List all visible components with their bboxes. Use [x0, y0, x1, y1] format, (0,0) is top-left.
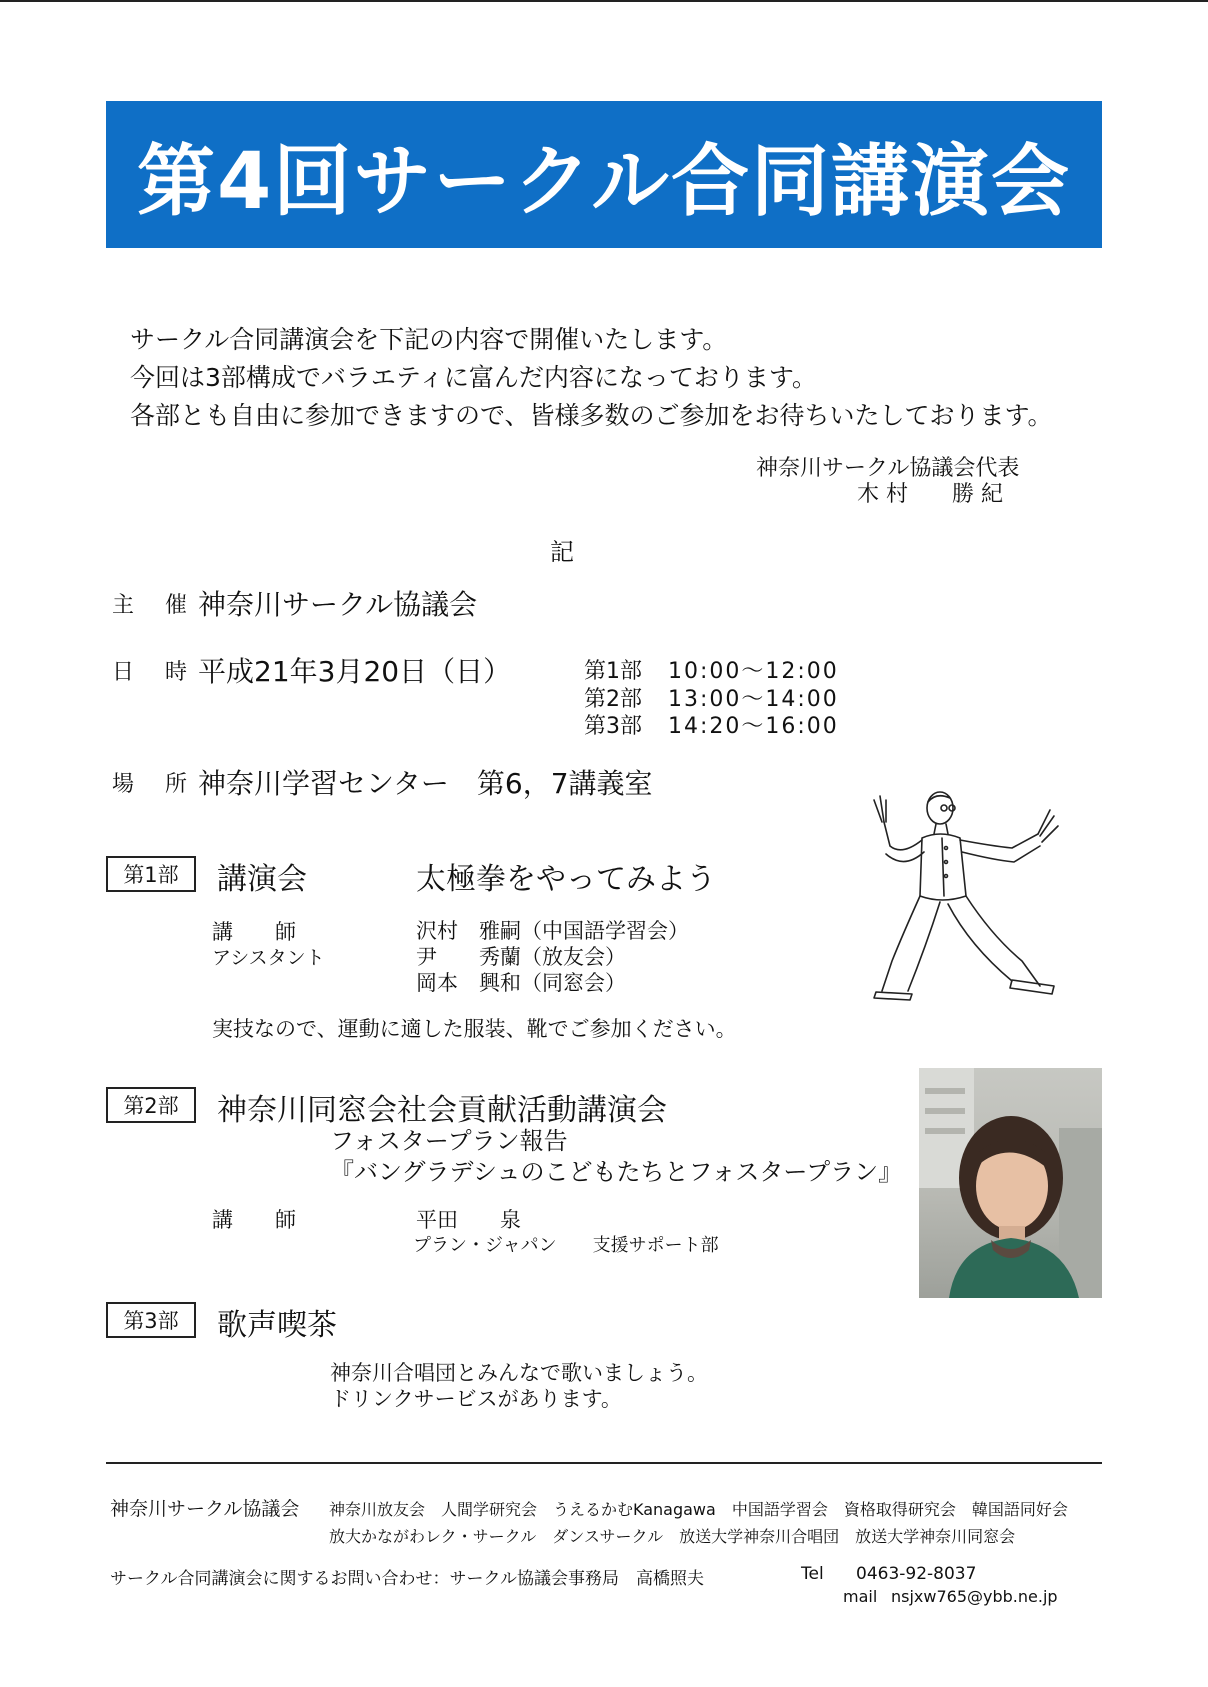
footer-divider [106, 1462, 1102, 1464]
part1-person-1: 沢村 雅嗣（中国語学習会） [416, 919, 689, 943]
footer-members-line-2: 放大かながわレク・サークル ダンスサークル 放送大学神奈川合唱団 放送大学神奈川同窓会 [329, 1527, 1016, 1546]
session-2-time: 13:00〜14:00 [668, 687, 839, 712]
part1-note: 実技なので、運動に適した服装、靴でご参加ください。 [212, 1017, 737, 1041]
part1-assistant-label: アシスタント [212, 947, 325, 969]
session-3-time: 14:20〜16:00 [668, 714, 839, 739]
tai-chi-figure-illustration [862, 786, 1072, 1016]
footer-mail: nsjxw765@ybb.ne.jp [891, 1587, 1058, 1606]
signature-name: 木 村 勝 紀 [857, 482, 1003, 507]
date-label: 日 時 [112, 660, 199, 685]
session-1-part: 第1部 [584, 659, 642, 684]
footer-members-line-1: 神奈川放友会 人間学研究会 うえるかむKanagawa 中国語学習会 資格取得研究会 韓国語同好会 [329, 1500, 1068, 1519]
footer-mail-label: mail [843, 1587, 878, 1606]
footer-tel: 0463-92-8037 [856, 1564, 977, 1584]
footer-tel-label: Tel [801, 1564, 824, 1584]
part1-title: 講演会 [217, 862, 307, 897]
speaker-portrait-image [919, 1068, 1102, 1298]
session-1-time: 10:00〜12:00 [668, 659, 839, 684]
host-label: 主 催 [112, 593, 199, 618]
signature-org: 神奈川サークル協議会代表 [756, 456, 1020, 481]
top-border-line [0, 0, 1208, 2]
part3-title: 歌声喫茶 [217, 1308, 337, 1343]
speaker-photo [919, 1068, 1102, 1298]
part3-line-2: ドリンクサービスがあります。 [330, 1387, 622, 1411]
part1-lecturer-label: 講 師 [212, 920, 296, 944]
part2-label: 第2部 [123, 1094, 179, 1118]
place-label: 場 所 [112, 772, 199, 797]
part1-subtitle: 太極拳をやってみよう [416, 862, 716, 897]
part3-line-1: 神奈川合唱団とみんなで歌いましょう。 [330, 1361, 708, 1385]
part2-line-1: フォスタープラン報告 [330, 1127, 568, 1155]
ki-heading: 記 [550, 538, 574, 566]
session-2-part: 第2部 [584, 687, 642, 712]
footer-council: 神奈川サークル協議会 [110, 1498, 300, 1520]
session-3-part: 第3部 [584, 714, 642, 739]
intro-line-2: 今回は3部構成でバラエティに富んだ内容になっております。 [130, 363, 817, 392]
footer-contact: サークル合同講演会に関するお問い合わせ：サークル協議会事務局 高橋照夫 [110, 1569, 704, 1589]
part2-line-2: 『バングラデシュのこどもたちとフォスタープラン』 [330, 1158, 903, 1186]
page-title: 第4回サークル合同講演会 [137, 136, 1071, 227]
part1-label: 第1部 [123, 863, 179, 887]
part1-person-2: 尹 秀蘭（放友会） [416, 945, 626, 969]
part2-lecturer: 平田 泉 [416, 1208, 521, 1232]
part1-label-box [106, 856, 196, 892]
part3-label-box [106, 1302, 196, 1338]
date-value: 平成21年3月20日（日） [198, 655, 512, 688]
part2-lecturer-label: 講 師 [212, 1208, 296, 1232]
part2-title: 神奈川同窓会社会貢献活動講演会 [217, 1093, 667, 1128]
part3-label: 第3部 [123, 1309, 179, 1333]
place-value: 神奈川学習センター 第6，7講義室 [198, 767, 653, 800]
part2-label-box [106, 1087, 196, 1123]
part2-affiliation: プラン・ジャパン 支援サポート部 [413, 1235, 719, 1256]
host-value: 神奈川サークル協議会 [198, 588, 478, 621]
intro-line-1: サークル合同講演会を下記の内容で開催いたします。 [130, 325, 728, 354]
title-banner [106, 101, 1102, 248]
part1-person-3: 岡本 興和（同窓会） [416, 971, 626, 995]
intro-line-3: 各部とも自由に参加できますので、皆様多数のご参加をお待ちいたしております。 [130, 401, 1053, 430]
